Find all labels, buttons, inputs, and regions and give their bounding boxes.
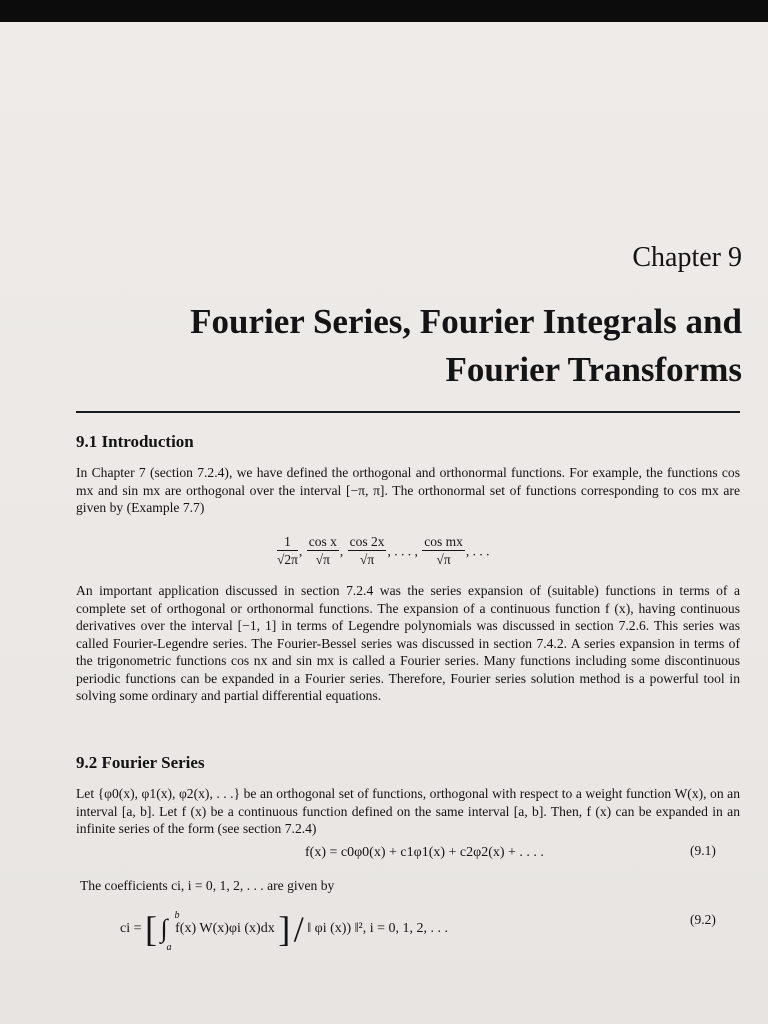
- section-heading-fourier-series: 9.2 Fourier Series: [76, 753, 205, 772]
- fourier-series-paragraph: Let {φ0(x), φ1(x), φ2(x), . . .} be an orthogonal set of functions, orthogonal with respect to a weight function W(x), on an interval [a, b]. Let f (x) be a continuous function defined on the same interval [a, b]. Then, f (x) can be expanded in an infinite series of the form (see section 7.2.4): [76, 786, 740, 836]
- fraction-3: [348, 534, 387, 569]
- left-bracket: [: [145, 909, 157, 949]
- fraction-3-den: √π: [359, 552, 375, 567]
- chapter-label: Chapter 9: [632, 242, 742, 273]
- fraction-4-num: cos mx: [424, 534, 463, 549]
- equation-number-9-2: (9.2): [690, 912, 716, 927]
- fraction-4-den: √π: [436, 552, 451, 567]
- right-bracket: ]: [278, 909, 291, 949]
- equation-9-1: f(x) = c0φ0(x) + c1φ1(x) + c2φ2(x) + . . . .: [305, 845, 544, 860]
- equation-number-9-1: (9.1): [690, 843, 716, 858]
- section-heading-introduction: 9.1 Introduction: [76, 432, 194, 451]
- eq2-rhs: ‖ φi (x)) ‖², i = 0, 1, 2, . . .: [307, 921, 449, 937]
- intro-paragraph-1: In Chapter 7 (section 7.2.4), we have defined the orthogonal and orthonormal functions. For example, the functions cos mx and sin mx are orthogonal over the interval [−π, π]. The orthonormal set of functions corresponding to cos mx are given by (Example 7.7): [76, 465, 740, 515]
- separator-3: , . . . ,: [387, 543, 418, 559]
- title-rule: [76, 411, 740, 413]
- division-slash: /: [293, 909, 304, 949]
- integral-lower-limit: a: [166, 942, 172, 953]
- fraction-2-num: cos x: [308, 534, 337, 549]
- separator-4: , . . .: [465, 543, 490, 559]
- eq2-integrand: f(x) W(x)φi (x)dx: [175, 921, 275, 937]
- separator-1: ,: [298, 543, 303, 559]
- integral-upper-limit: b: [174, 910, 180, 921]
- equation-9-2: [120, 909, 449, 953]
- fraction-2-den: √π: [315, 552, 330, 567]
- fraction-4: [422, 534, 465, 569]
- fraction-3-num: cos 2x: [349, 534, 385, 549]
- chapter-title: [190, 298, 742, 394]
- fraction-1-num: 1: [277, 534, 298, 551]
- fraction-1-den: √2π: [277, 552, 298, 567]
- chapter-title-line-2: Fourier Transforms: [445, 350, 742, 389]
- top-black-border: [0, 0, 768, 22]
- orthonormal-set-equation: [276, 534, 489, 569]
- book-page: [0, 22, 768, 1024]
- chapter-title-line-1: Fourier Series, Fourier Integrals and: [190, 302, 742, 341]
- intro-paragraph-2: An important application discussed in section 7.2.4 was the series expansion of (suitable) functions in terms of a complete set of orthogonal or orthonormal functions. The expansion of a continuous function f (x), having continuous derivatives over the interval [−1, 1] in terms of Legendre polynomials was discussed in section 7.2.6. This series was called Fourier-Legendre series. The Fourier-Bessel series was discussed in section 7.4.2. A series expansion in terms of the trigonometric functions cos nx and sin mx is called a Fourier series. Many functions including some discontinuous periodic functions can be expanded in a Fourier series. Therefore, Fourier series solution method is a powerful tool in solving some ordinary and partial differential equations.: [76, 583, 740, 703]
- integral-sign: ∫ b a: [160, 910, 180, 953]
- coefficients-text: The coefficients ci, i = 0, 1, 2, . . . are given by: [80, 878, 335, 893]
- fraction-2: [307, 534, 339, 569]
- separator-2: ,: [339, 543, 344, 559]
- eq2-lhs: ci =: [120, 921, 142, 937]
- fraction-1: [277, 534, 298, 569]
